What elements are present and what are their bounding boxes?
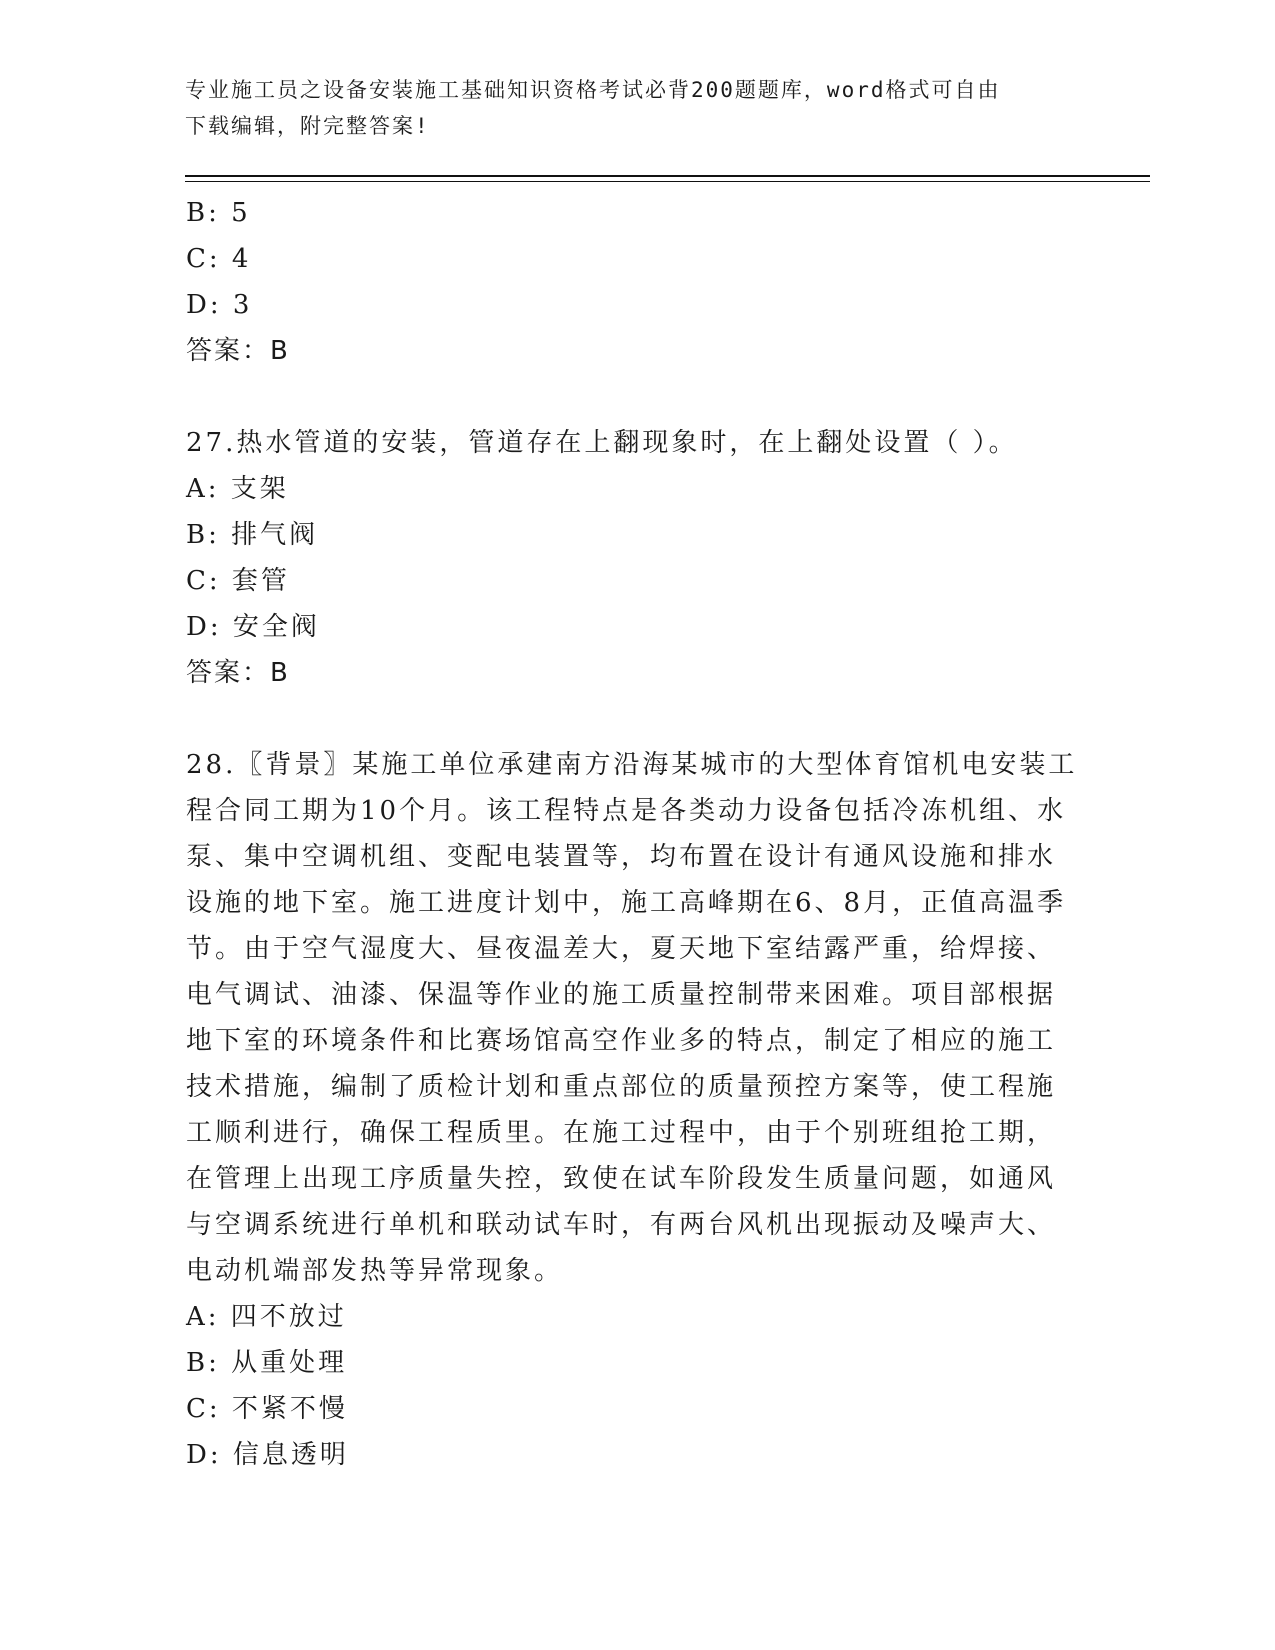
header-divider-thick <box>185 175 1150 177</box>
question-text-line: 技术措施，编制了质检计划和重点部位的质量预控方案等，使工程施 <box>186 1072 1057 1102</box>
option-c: C: 不紧不慢 <box>186 1394 348 1424</box>
question-text-line: 28.〖背景〗某施工单位承建南方沿海某城市的大型体育馆机电安装工 <box>186 750 1078 780</box>
question-28 <box>186 742 1078 1478</box>
option-a: A: 四不放过 <box>186 1302 347 1332</box>
question-27 <box>186 420 1066 696</box>
option-d: D: 3 <box>186 290 253 320</box>
question-text-line: 程合同工期为10个月。该工程特点是各类动力设备包括冷冻机组、水 <box>186 796 1067 826</box>
option-c: C: 套管 <box>186 566 290 596</box>
header-divider-thin <box>185 181 1150 182</box>
question-text-line: 与空调系统进行单机和联动试车时，有两台风机出现振动及噪声大、 <box>186 1210 1057 1240</box>
question-text-line: 工顺利进行，确保工程质里。在施工过程中，由于个别班组抢工期， <box>186 1118 1057 1148</box>
spacer <box>186 374 1066 420</box>
question-text: 27.热水管道的安装，管道存在上翻现象时，在上翻处设置（ ）。 <box>186 428 1018 458</box>
question-text-line: 节。由于空气湿度大、昼夜温差大，夏天地下室结露严重，给焊接、 <box>186 934 1057 964</box>
question-text-line: 电动机端部发热等异常现象。 <box>186 1256 564 1286</box>
document-header <box>185 72 1065 144</box>
question-26-tail <box>186 190 1066 374</box>
question-text-line: 地下室的环境条件和比赛场馆高空作业多的特点，制定了相应的施工 <box>186 1026 1057 1056</box>
answer-line: 答案：B <box>186 658 290 688</box>
option-b: B: 从重处理 <box>186 1348 348 1378</box>
question-text-line: 设施的地下室。施工进度计划中，施工高峰期在6、8月，正值高温季 <box>186 888 1067 918</box>
question-text-line: 电气调试、油漆、保温等作业的施工质量控制带来困难。项目部根据 <box>186 980 1057 1010</box>
answer-line: 答案：B <box>186 336 290 366</box>
option-d: D: 信息透明 <box>186 1440 349 1470</box>
question-text <box>186 742 1078 1294</box>
document-body <box>186 190 1078 1478</box>
option-a: A: 支架 <box>186 474 289 504</box>
option-b: B: 5 <box>186 198 251 228</box>
header-title-line-1: 专业施工员之设备安装施工基础知识资格考试必背200题题库，word格式可自由 <box>185 78 1001 102</box>
option-b: B: 排气阀 <box>186 520 319 550</box>
spacer <box>186 696 1066 742</box>
option-c: C: 4 <box>186 244 252 274</box>
header-title-line-2: 下载编辑，附完整答案! <box>185 114 430 138</box>
question-text-line: 在管理上出现工序质量失控，致使在试车阶段发生质量问题，如通风 <box>186 1164 1057 1194</box>
option-d: D: 安全阀 <box>186 612 320 642</box>
question-text-line: 泵、集中空调机组、变配电装置等，均布置在设计有通风设施和排水 <box>186 842 1057 872</box>
